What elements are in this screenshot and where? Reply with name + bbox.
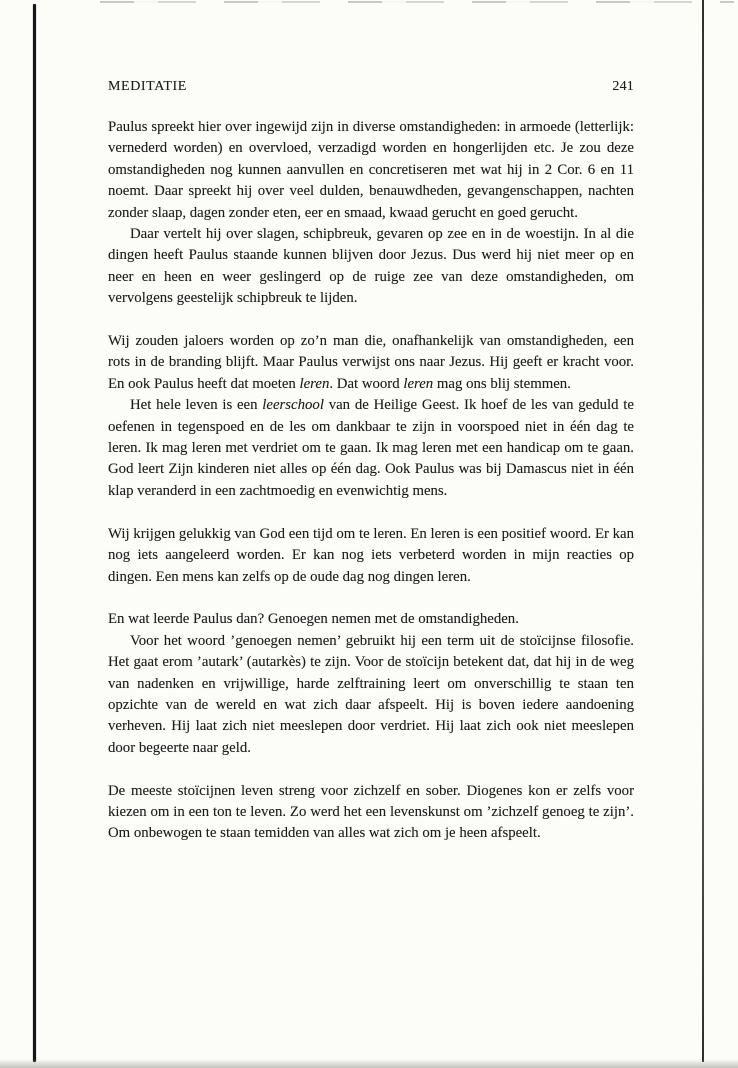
scan-edge-left [33,4,36,1062]
text-run: Het hele leven is een [130,397,263,414]
scan-edge-bottom [0,1059,738,1068]
text-run: En wat leerde Paulus dan? Genoegen nemen met de omstandigheden. [108,611,519,628]
text-run: mag ons blij stemmen. [433,375,571,392]
text-run: . Dat woord [329,375,404,392]
text-run: De meeste stoïcijnen leven streng voor zichzelf en sober. Diogenes kon er zelfs voor kiezen om in een ton te leven. Zo werd het een levenskunst om ’zichzelf genoeg te zijn’. Om onbewogen te staan temidden van alles wat zich om je heen afspeelt. [108,782,634,842]
page-number: 241 [612,79,634,94]
text-run: Voor het woord ’genoegen nemen’ gebruikt hij een term uit de stoïcijnse filosofie. Het gaat erom ’autark’ (autarkès) te zijn. Voor de stoïcijn betekent dat, dat hij in de weg van nadenken en vrijwillige, harde zelftraining leert om onverschillig te staan ten opzichte van de wereld en wat zich daar afspeelt. Hij is boven iedere aandoening verheven. Hij laat zich niet meeslepen door verdriet. Hij laat zich ook niet meeslepen door begeerte naar geld. [108,632,634,756]
paragraph [108,117,634,224]
paragraph [108,331,634,395]
scan-edge-right [702,0,704,1062]
paragraph [108,395,634,502]
paragraph [108,224,634,310]
paragraph [108,609,634,630]
paragraph [108,781,634,845]
italic-text-run: leren [299,375,330,392]
text-run: van de Heilige Geest. Ik hoef de les van geduld te oefenen in tegenspoed en de les om dankbaar te zijn in voorspoed niet in één dag te leren. Ik mag leren met verdriet om te gaan. Ik mag leren met een handicap om te gaan. God leert Zijn kinderen niet alles op één dag. Ook Paulus was bij Damascus niet in één klap veranderd in een zachtmoedig en evenwichtig mens. [108,397,634,499]
text-run: Wij zouden jaloers worden op zo’n man die, onafhankelijk van omstandigheden, een rots in de branding blijft. Maar Paulus verwijst ons naar Jezus. Hij geeft er kracht voor. En ook Paulus heeft dat moeten [108,333,634,392]
paragraph [108,524,634,588]
paragraph [108,631,634,759]
page-title: MEDITATIE [108,79,187,94]
text-run: Daar vertelt hij over slagen, schipbreuk, gevaren op zee en in de woestijn. In al die dingen heeft Paulus staande kunnen blijven door Jezus. Dus werd hij niet meer op en neer en heen en weer geslingerd op de ruige zee van deze omstandigheden, om vervolgens geestelijk schipbreuk te lijden. [108,226,634,307]
page-content [108,0,634,845]
text-body [108,117,634,845]
italic-text-run: leren [403,375,434,392]
text-run: Wij krijgen gelukkig van God een tijd om te leren. En leren is een positief woord. Er kan nog iets aangeleerd worden. Er kan nog iets verbeterd worden in mijn reacties op dingen. Een mens kan zelfs op de oude dag nog dingen leren. [108,525,634,585]
running-header [108,79,634,95]
italic-text-run: leerschool [262,397,324,414]
text-run: Paulus spreekt hier over ingewijd zijn in diverse omstandigheden: in armoede (letterlijk: vernederd worden) en overvloed, verzadigd worden en hongerlijden etc. Je zou deze omstandigheden nog kunnen aanvullen en concretiseren met wat hij in 2 Cor. 6 en 11 noemt. Daar spreekt hij over veel dulden, benauwdheden, gevangenschappen, nachten zonder slaap, dagen zonder eten, eer en smaad, kwaad gerucht en goed gerucht. [108,119,634,221]
